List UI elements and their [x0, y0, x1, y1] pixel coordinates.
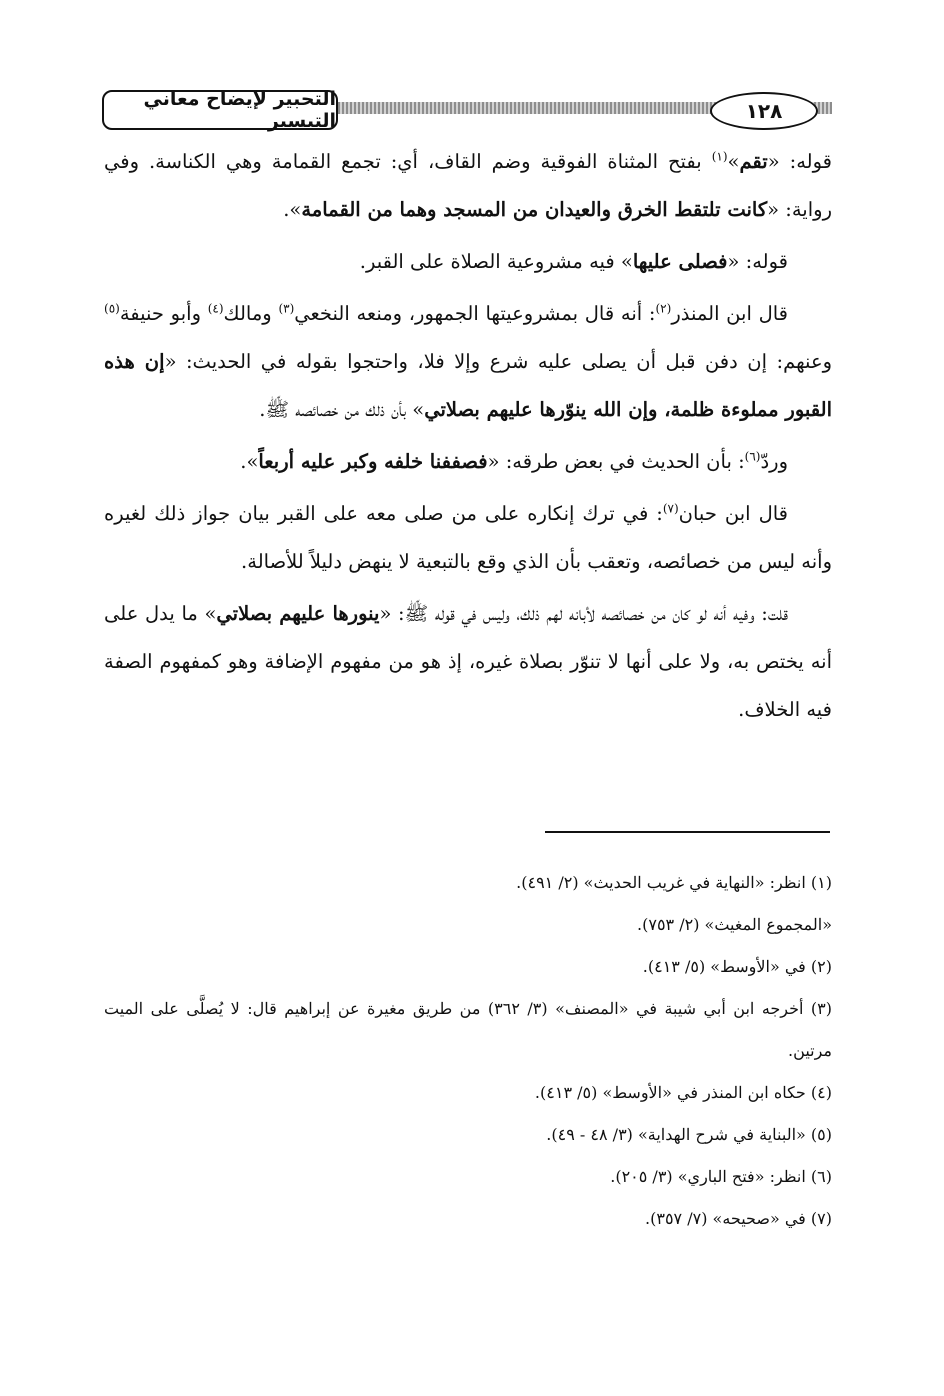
footnotes	[104, 862, 832, 1240]
hadith-quote: فصففنا خلفه وكبر عليه أربعاً	[258, 450, 488, 473]
footnote-ref: (٥)	[104, 301, 120, 316]
text: وعنهم: إن دفن قبل أن يصلى عليه شرع وإلا فلا، واحتجوا بقوله في الحديث: «	[164, 350, 832, 373]
paragraph-5	[104, 490, 832, 586]
page-number: ١٢٨	[710, 92, 818, 130]
text: قال ابن المنذر	[671, 302, 789, 325]
text: ومالك	[223, 302, 279, 325]
paragraph-3	[104, 290, 832, 434]
text: »	[727, 150, 740, 173]
text: » بأن ذلك من خصائصه ﷺ.	[259, 398, 425, 421]
footnote: «المجموع المغيث» (٢/ ٧٥٣).	[637, 915, 832, 934]
footnote: (٥) «البناية في شرح الهداية» (٣/ ٤٨ - ٤٩).	[546, 1125, 832, 1144]
paragraph-2	[104, 238, 832, 286]
text: : في ترك إنكاره على من صلى معه على القبر بيان جواز ذلك لغيره وأنه ليس من خصائصه، وتعقب بأن الذي وقع بالتبعية لا ينهض دليلاً للأصالة.	[104, 502, 832, 573]
footnote: (٣) أخرجه ابن أبي شيبة في «المصنف» (٣/ ٣٦٢) من طريق مغيرة عن إبراهيم قال: لا يُصلَّى على الميت مرتين.	[104, 999, 833, 1060]
paragraph-4	[104, 438, 832, 486]
text: ».	[283, 198, 302, 221]
text: وأبو حنيفة	[119, 302, 208, 325]
footnote-ref: (١)	[711, 149, 728, 164]
text: » ما يدل على أنه يختص به، ولا على أنها لا تنوّر بصلاة غيره، إذ هو من مفهوم الإضافة وهو كمفهوم الصفة فيه الخلاف.	[104, 602, 832, 721]
quoted-word: تقم	[739, 150, 768, 173]
hadith-quote: فصلى عليها	[632, 250, 728, 273]
footnote: (٢) في «الأوسط» (٥/ ٤١٣).	[642, 957, 832, 976]
footnote-ref: (٢)	[655, 301, 672, 316]
footnote-ref: (٧)	[662, 501, 679, 516]
paragraph-6	[104, 590, 832, 734]
hadith-quote: إن هذه القبور مملوءة ظلمة، وإن الله ينوّرها عليهم بصلاتي	[104, 350, 832, 421]
page-header	[102, 90, 832, 130]
footnote-separator	[545, 831, 830, 833]
paragraph-1	[104, 138, 832, 234]
hadith-quote: كانت تلتقط الخرق والعيدان من المسجد وهما من القمامة	[301, 198, 768, 221]
footnote: (٦) انظر: «فتح الباري» (٣/ ٢٠٥).	[610, 1167, 832, 1186]
footnote: (٤) حكاه ابن المنذر في «الأوسط» (٥/ ٤١٣).	[534, 1083, 832, 1102]
main-text	[104, 138, 832, 738]
text: ».	[240, 450, 259, 473]
text: » فيه مشروعية الصلاة على القبر.	[359, 250, 633, 273]
footnote-ref: (٣)	[278, 301, 295, 316]
footnote: (١) انظر: «النهاية في غريب الحديث» (٢/ ٤٩١).	[516, 873, 832, 892]
text: : بأن الحديث في بعض طرقه: «	[487, 450, 745, 473]
text: قوله: «	[767, 150, 832, 173]
text: قلت: وفيه أنه لو كان من خصائصه لأبانه لهم ذلك، وليس في قوله ﷺ: «	[379, 602, 788, 625]
footnote: (٧) في «صحيحه» (٧/ ٣٥٧).	[645, 1209, 832, 1228]
text: بفتح المثناة الفوقية وضم القاف، أي: تجمع القمامة وهي الكناسة. وفي رواية: «	[104, 150, 832, 221]
footnote-ref: (٦)	[744, 449, 761, 464]
book-title: التحبير لإيضاح معاني التيسير	[102, 90, 338, 130]
text: : أنه قال بمشروعيتها الجمهور، ومنعه النخعي	[294, 302, 656, 325]
text: قوله: «	[727, 250, 788, 273]
hadith-quote: ينورها عليهم بصلاتي	[216, 602, 380, 625]
text: وردّ	[760, 450, 788, 473]
footnote-ref: (٤)	[207, 301, 224, 316]
text: قال ابن حبان	[678, 502, 788, 525]
